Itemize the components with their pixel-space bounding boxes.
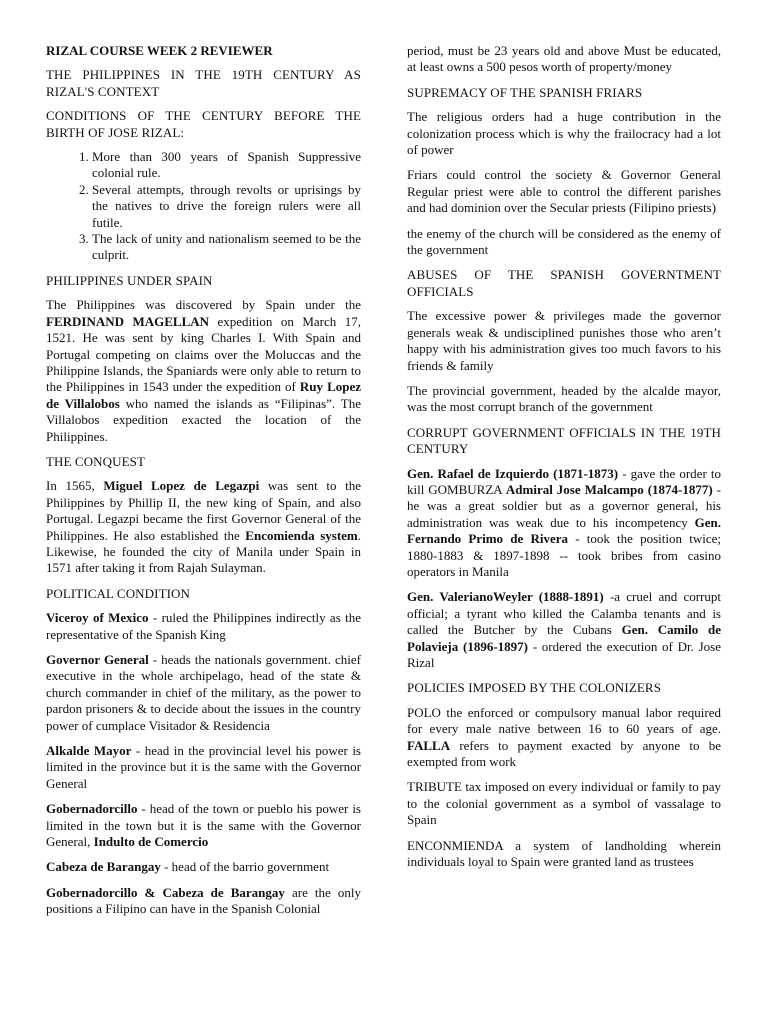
heading-corrupt: CORRUPT GOVERNMENT OFFICIALS IN THE 19TH CENTURY: [407, 424, 721, 457]
paragraph-polo: POLO the enforced or compulsory manual labor required for every male native between 16 to 60 years of age. FALLA refers to payment exacted by anyone to be exempted from work: [407, 704, 721, 770]
heading-abuses: ABUSES OF THE SPANISH GOVERNTMENT OFFICIALS: [407, 267, 721, 299]
heading-policies: POLICIES IMPOSED BY THE COLONIZERS: [407, 680, 662, 696]
conditions-list: [46, 149, 361, 264]
paragraph-alkalde-mayor: Alkalde Mayor - head in the provincial level his power is limited in the province but it is the same with the Governor General: [46, 743, 361, 791]
paragraph-governor-general: Governor General - heads the nationals government. chief executive in the whole archipelago, head of the state & church commander in chief of the military, as the power to pardon prisoners & to decide about the issues in the country power of cumplace Visitador & Residencia: [46, 652, 361, 733]
list-item: 1. More than 300 years of Spanish Suppressive colonial rule.: [92, 149, 361, 182]
paragraph-friars-2: Friars could control the society & Governor General Regular priest were able to control the different parishes and had dominion over the Secular priests (Filipino priests): [407, 167, 721, 216]
heading-conquest: THE CONQUEST: [46, 453, 146, 469]
paragraph-viceroy: Viceroy of Mexico - ruled the Philippines indirectly as the representative of the Spanish King: [46, 610, 361, 642]
heading-political: POLITICAL CONDITION: [46, 585, 191, 601]
paragraph-tribute: TRIBUTE tax imposed on every individual or family to pay to the colonial government as a symbol of vassalage to Spain: [407, 779, 721, 828]
paragraph-encomienda: ENCONMIENDA a system of landholding wherein individuals loyal to Spain were granted land as trustees: [407, 837, 721, 870]
heading-under-spain: PHILIPPINES UNDER SPAIN: [46, 272, 213, 288]
right-column: [407, 43, 721, 879]
list-item: 3. The lack of unity and nationalism seemed to be the culprit.: [92, 231, 361, 264]
paragraph-positions-cont: period, must be 23 years old and above Must be educated, at least owns a 500 pesos worth of property/money: [407, 43, 721, 75]
heading-friars: SUPREMACY OF THE SPANISH FRIARS: [407, 84, 643, 100]
paragraph-corrupt-1: Gen. Rafael de Izquierdo (1871-1873) - gave the order to kill GOMBURZA Admiral Jose Malcampo (1874-1877) - he was a great soldier but as a governor general, his administration was weak due to his incompetency Gen. Fernando Primo de Rivera - took the position twice; 1880-1883 & 1897-1898 -- took bribes from casino operators in Manila: [407, 465, 721, 579]
heading-conditions: CONDITIONS OF THE CENTURY BEFORE THE BIRTH OF JOSE RIZAL:: [46, 108, 361, 140]
document-title: RIZAL COURSE WEEK 2 REVIEWER: [46, 43, 273, 58]
paragraph-abuses-1: The excessive power & privileges made the governor generals weak & undisciplined punishes those who aren’t happy with his administration gives too much favors to his friends & family: [407, 308, 721, 373]
left-column: [46, 43, 361, 927]
paragraph-positions: Gobernadorcillo & Cabeza de Barangay are the only positions a Filipino can have in the Spanish Colonial: [46, 884, 361, 917]
list-item: 2. Several attempts, through revolts or uprisings by the natives to drive the foreign rulers were all futile.: [92, 182, 361, 231]
paragraph-friars-1: The religious orders had a huge contribution in the colonization process which is why the frailocracy had a lot of power: [407, 109, 721, 158]
paragraph-abuses-2: The provincial government, headed by the alcalde mayor, was the most corrupt branch of the government: [407, 382, 721, 415]
paragraph-corrupt-2: Gen. ValerianoWeyler (1888-1891) -a cruel and corrupt official; a tyrant who killed the Calamba tenants and is called the Butcher by the Cubans Gen. Camilo de Polavieja (1896-1897) - ordered the execution of Dr. Jose Rizal: [407, 589, 721, 670]
paragraph-gobernadorcillo: Gobernadorcillo - head of the town or pueblo his power is limited in the town but it is the same with the Governor General, Indulto de Comercio: [46, 801, 361, 850]
paragraph-conquest: In 1565, Miguel Lopez de Legazpi was sent to the Philippines by Phillip II, the new king of Spain, and also Portugal. Legazpi became the first Governor General of the Philippines. He also established the Encomienda system. Likewise, he founded the city of Manila under Spain in 1571 after taking it from Rajah Sulayman.: [46, 478, 361, 576]
paragraph-under-spain: The Philippines was discovered by Spain under the FERDINAND MAGELLAN expedition on March 17, 1521. He was sent by king Charles I. With Spain and Portugal competing on claims over the Moluccas and the Philippine Islands, the Spaniards were only able to return to the Philippines in 1543 under the expedition of Ruy Lopez de Villalobos who named the islands as “Filipinas”. The Villalobos expedition exacted the location of the Philippines.: [46, 297, 362, 444]
paragraph-friars-3: the enemy of the church will be considered as the enemy of the government: [407, 225, 721, 258]
paragraph-cabeza: Cabeza de Barangay - head of the barrio government: [46, 859, 330, 875]
heading-main: THE PHILIPPINES IN THE 19TH CENTURY AS RIZAL'S CONTEXT: [46, 67, 361, 99]
